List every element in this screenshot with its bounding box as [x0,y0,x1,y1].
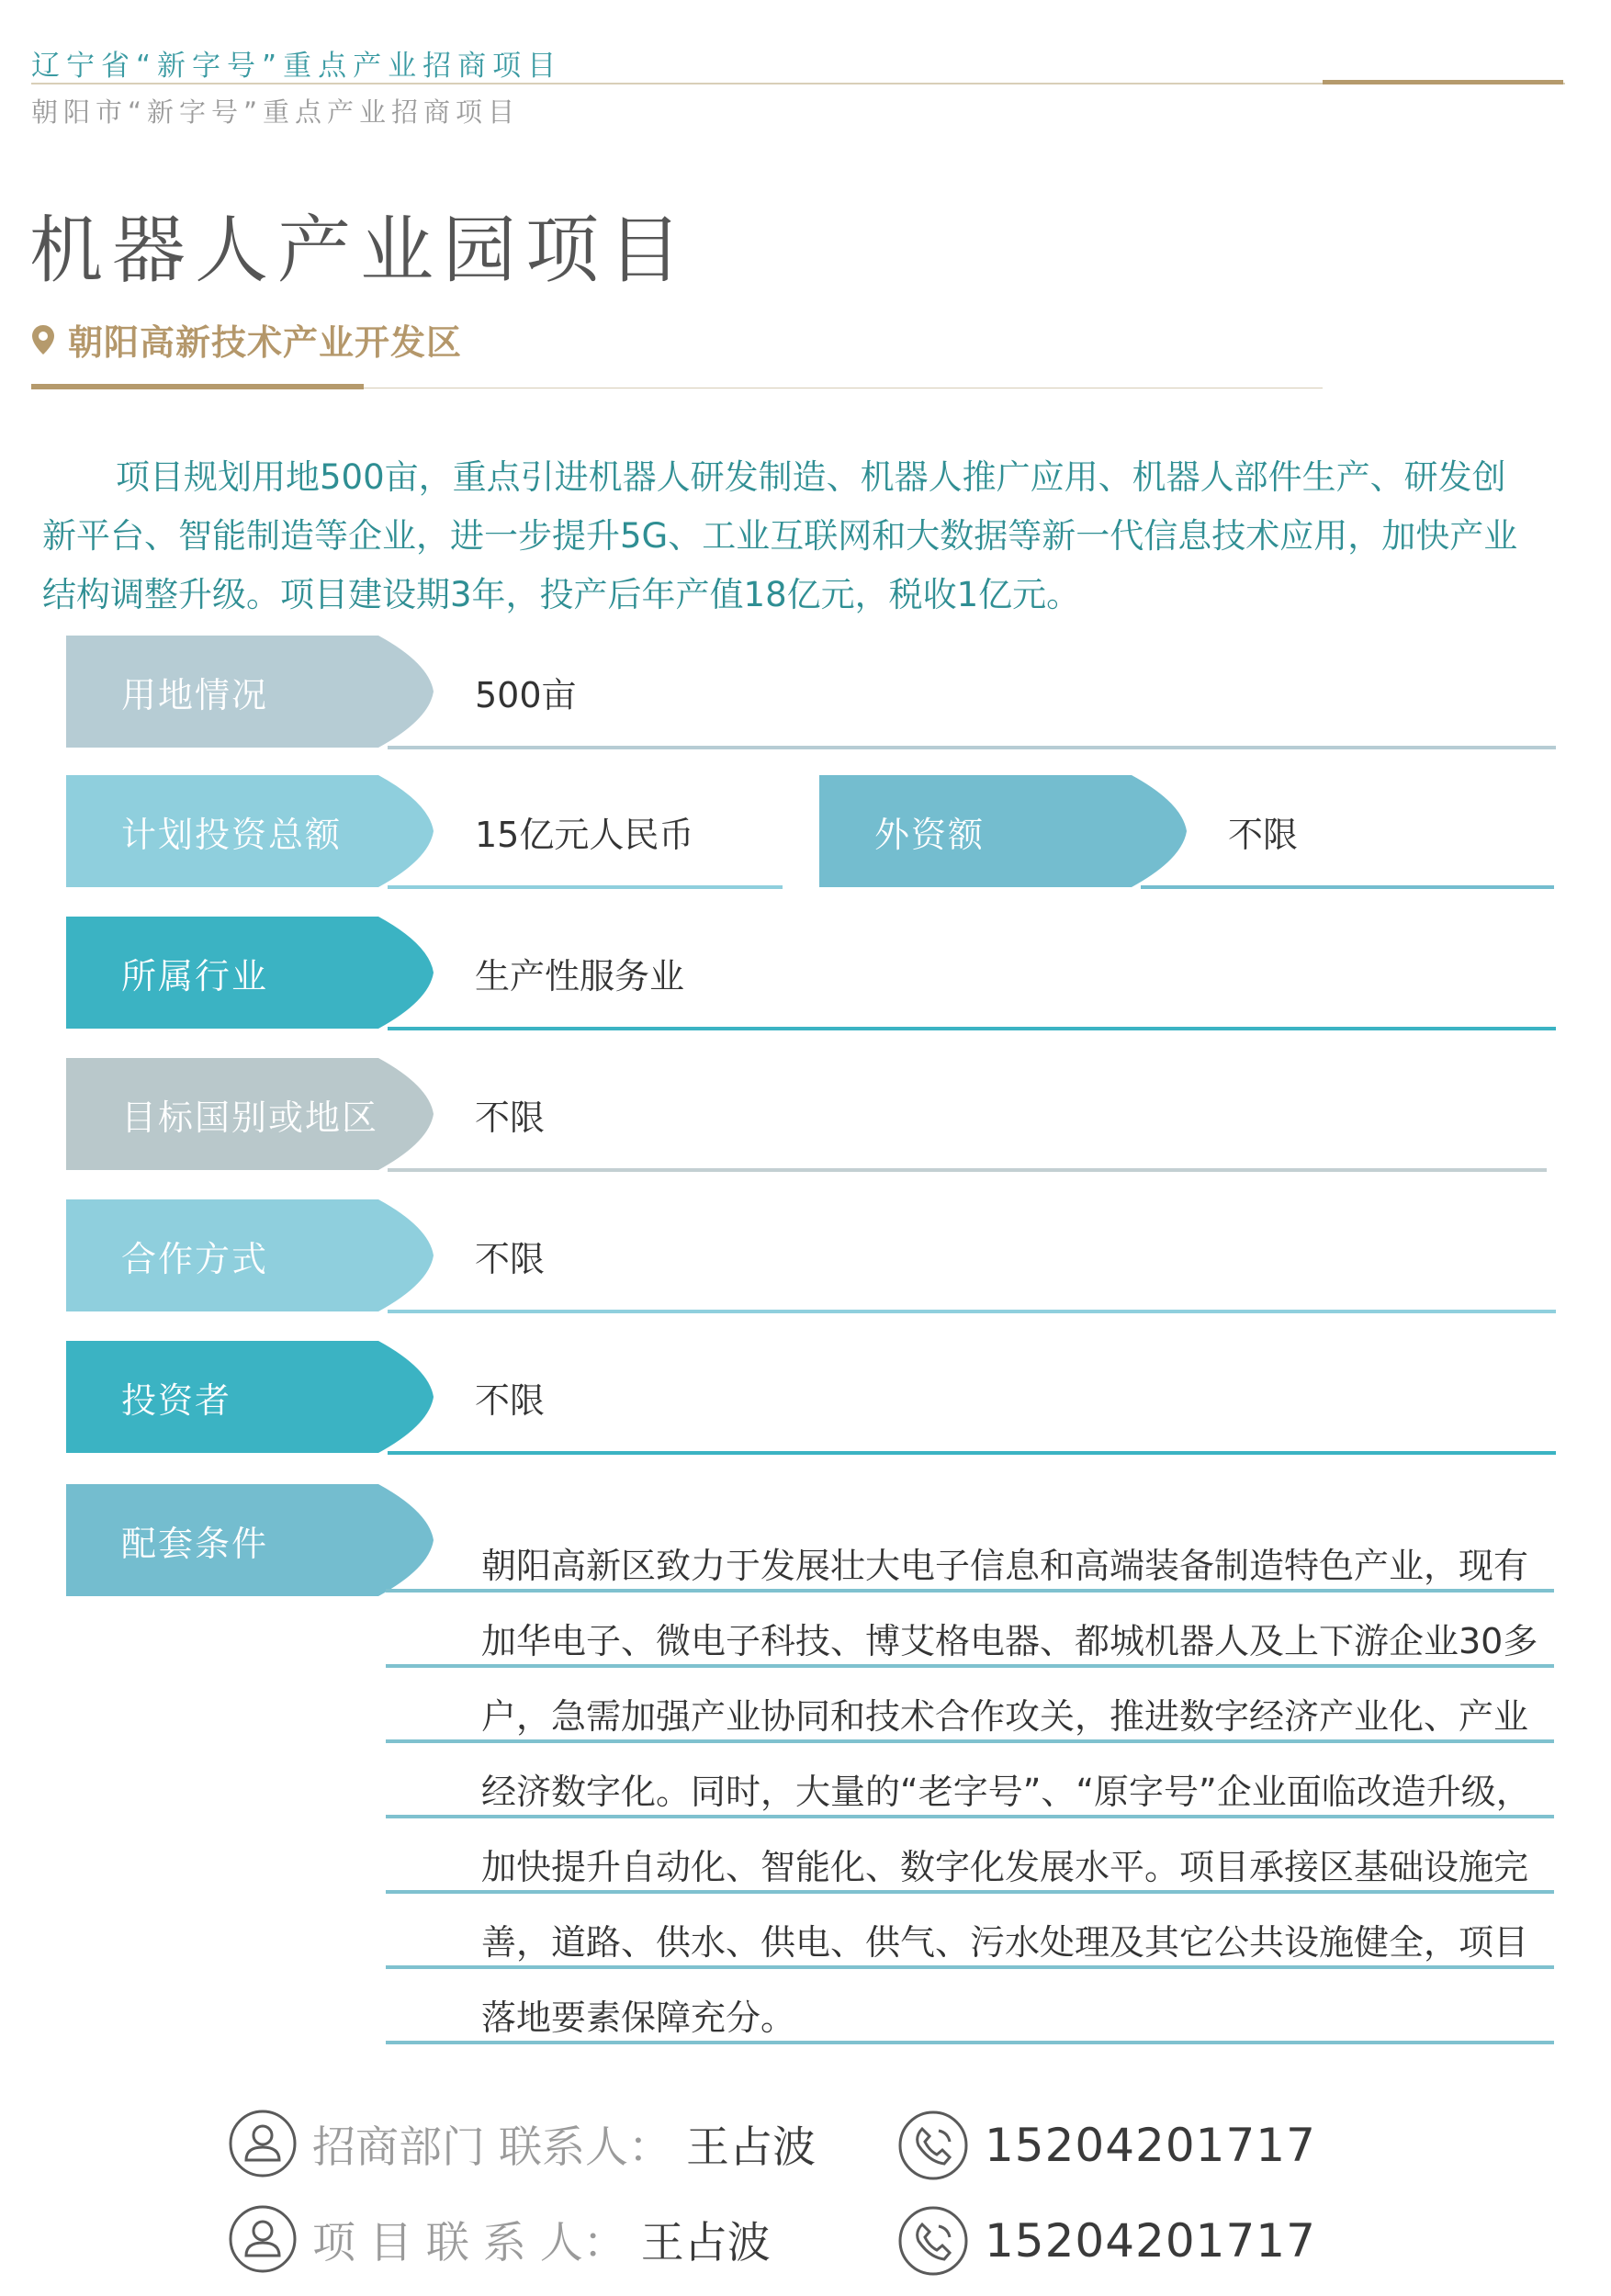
industry-label: 所属行业 [121,955,269,996]
investor-value: 不限 [475,1379,546,1421]
contact-row [228,2204,771,2274]
contact-row [228,2109,816,2178]
location [31,314,462,365]
location-pin-icon [31,324,55,355]
contact-phone[interactable]: 15204201717 [985,2214,1316,2268]
phone-icon [896,2204,970,2278]
header-province-title: 辽宁省“新字号”重点产业招商项目 [31,50,563,83]
row-underline [388,1310,1556,1313]
investment-value: 15亿元人民币 [475,814,694,855]
page-title: 机器人产业园项目 [29,208,691,293]
land-label: 用地情况 [121,674,269,715]
contact-name: 王占波 [640,2217,771,2268]
row-investment [66,775,783,889]
industry-value: 生产性服务业 [475,955,685,996]
investor-label: 投资者 [121,1379,232,1421]
location-text: 朝阳高新技术产业开发区 [68,321,463,363]
investment-label: 计划投资总额 [121,814,343,855]
row-underline [388,1451,1556,1455]
support-label: 配套条件 [121,1523,269,1564]
title-divider-accent [31,384,364,389]
project-intro: 项目规划用地500亩，重点引进机器人研发制造、机器人推广应用、机器人部件生产、研发创新平台、智能制造等企业，进一步提升5G、工业互联网和大数据等新一代信息技术应用，加快产业结构调整升级。项目建设期3年，投产后年产值18亿元，税收1亿元。 [42,457,1518,614]
cooperation-value: 不限 [475,1238,546,1279]
row-industry [66,917,1556,1030]
person-icon [228,2204,298,2274]
row-target [66,1058,1547,1172]
phone-icon [896,2109,970,2182]
row-land [66,636,1556,749]
row-underline [388,1168,1547,1172]
header-divider-accent [1323,80,1563,84]
target-value: 不限 [475,1097,546,1138]
contact-label: 招商部门 联系人： [312,2122,671,2173]
row-underline [1141,885,1554,889]
support-value: 朝阳高新区致力于发展壮大电子信息和高端装备制造特色产业，现有加华电子、微电子科技、博艾格电器、都城机器人及上下游企业30多户，急需加强产业协同和技术合作攻关，推进数字经济产业化、产业经济数字化。同时，大量的“老字号”、“原字号”企业面临改造升级，加快提升自动化、智能化、数字化发展水平。项目承接区基础设施完善，道路、供水、供电、供气、污水处理及其它公共设施健全，项目落地要素保障充分。 [481,1546,1538,2038]
land-value: 500亩 [475,674,577,715]
person-icon [228,2109,298,2178]
contact-phone-row [896,2109,1316,2182]
contact-phone-row [896,2204,1316,2278]
contact-phone[interactable]: 15204201717 [985,2119,1316,2172]
contact-name: 王占波 [685,2122,816,2173]
row-cooperation [66,1199,1556,1313]
target-label: 目标国别或地区 [121,1097,379,1138]
cooperation-label: 合作方式 [121,1238,269,1279]
row-investor [66,1341,1556,1455]
row-foreign [819,775,1554,889]
contact-label: 项 目 联 系 人： [312,2217,626,2268]
foreign-label: 外资额 [874,814,986,855]
foreign-value: 不限 [1228,814,1299,855]
header-city-title: 朝阳市“新字号”重点产业招商项目 [31,96,521,128]
